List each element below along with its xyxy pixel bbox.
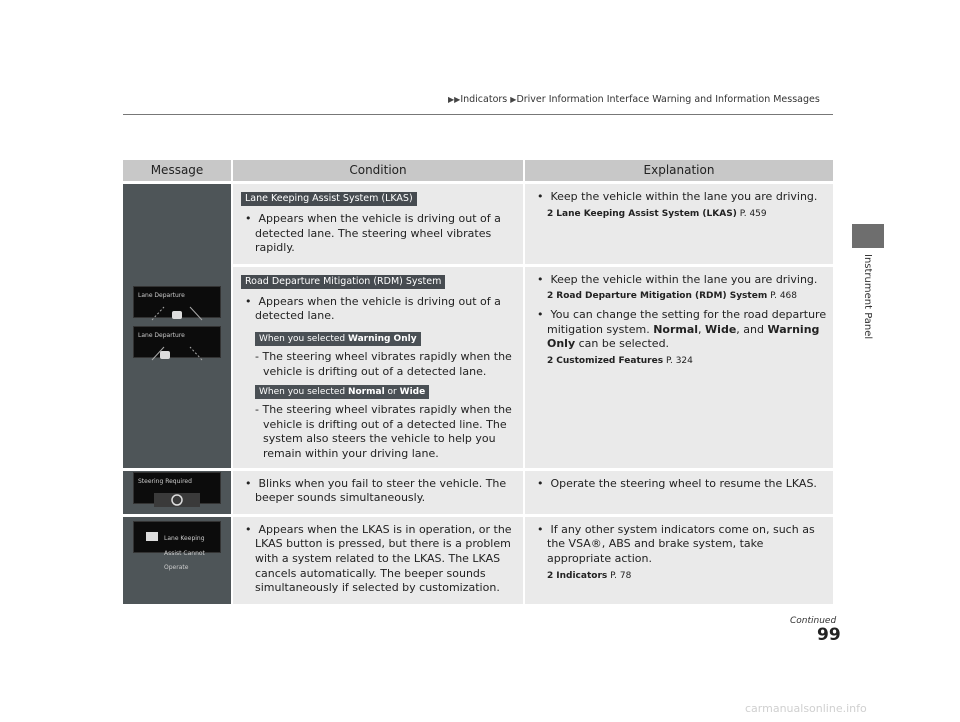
header-explanation: Explanation: [525, 160, 833, 181]
condition-cell: [233, 184, 525, 264]
messages-table: [123, 157, 833, 607]
explanation-cell: [525, 184, 833, 264]
explanation-cell: [525, 471, 833, 514]
continued-label: Continued: [790, 616, 837, 626]
breadcrumb-part2: Driver Information Interface Warning and Information Messages: [516, 94, 820, 105]
system-tag: Road Departure Mitigation (RDM) System: [241, 275, 445, 289]
explanation-cell: [525, 517, 833, 604]
steering-wheel-icon: [134, 492, 220, 508]
reference-icon: 2: [547, 291, 554, 302]
reference-icon: 2: [547, 355, 554, 366]
message-cell: [123, 517, 233, 604]
condition-bullet: • Appears when the LKAS is in operation, or the LKAS button is pressed, but there is a problem with a system related to the LKAS. The LKAS cancels automatically. The beeper sounds simultaneously if selected by customization.: [245, 522, 512, 595]
header-message: Message: [123, 160, 233, 181]
lane-departure-icon: [134, 305, 220, 321]
explanation-bullet: • Keep the vehicle within the lane you are driving.: [537, 272, 818, 286]
explanation-bullet: • Operate the steering wheel to resume the LKAS.: [537, 476, 817, 490]
breadcrumb-arrow-icon: ▶▶: [448, 95, 461, 104]
screen-caption: Lane Departure: [138, 331, 185, 339]
condition-bullet: • Appears when the vehicle is driving out of a detected lane. The steering wheel vibrates rapidly.: [245, 212, 501, 255]
page-reference[interactable]: 2 Indicators P. 78: [547, 570, 632, 581]
setting-tag: When you selected Normal or Wide: [255, 385, 429, 399]
condition-cell: [233, 267, 525, 468]
page-reference[interactable]: 2 Customized Features P. 324: [547, 355, 693, 366]
screen-caption: Lane Keeping Assist Cannot Operate: [164, 535, 205, 572]
header-condition: Condition: [233, 160, 525, 181]
reference-icon: 2: [547, 570, 554, 581]
condition-bullet: • Blinks when you fail to steer the vehicle. The beeper sounds simultaneously.: [245, 476, 507, 505]
watermark: carmanualsonline.info: [745, 702, 867, 715]
system-tag: Lane Keeping Assist System (LKAS): [241, 192, 417, 206]
explanation-bullet: • Keep the vehicle within the lane you are driving.: [537, 190, 818, 203]
table-row: [123, 517, 833, 604]
page-reference[interactable]: 2 Road Departure Mitigation (RDM) System P. 468: [547, 291, 798, 302]
table-row: [123, 471, 833, 514]
header-divider: [123, 114, 833, 115]
table-header-row: [123, 160, 833, 181]
screen-caption: Lane Departure: [138, 291, 185, 299]
explanation-bullet: • You can change the setting for the road departure mitigation system. Normal, Wide, and Warning Only can be selected.: [537, 307, 827, 351]
section-label: Instrument Panel: [862, 254, 873, 340]
lane-departure-screen: [133, 286, 221, 318]
breadcrumb: [448, 94, 820, 105]
sub-condition: - The steering wheel vibrates rapidly when the vehicle is drifting out of a detected line. The system also steers the vehicle to help you remain within your driving lane.: [255, 403, 512, 460]
lane-departure-icon: [134, 345, 220, 361]
setting-tag: When you selected Warning Only: [255, 332, 421, 346]
sub-condition: - The steering wheel vibrates rapidly when the vehicle is drifting out of a detected lane.: [255, 349, 512, 378]
reference-icon: 2: [547, 208, 554, 219]
condition-bullet: • Appears when the vehicle is driving out of a detected lane.: [245, 294, 501, 323]
condition-cell: [233, 471, 525, 514]
lane-departure-screen-2: [133, 326, 221, 358]
screen-caption: Steering Required: [138, 478, 192, 486]
page-number: 99: [817, 625, 841, 645]
message-cell: [123, 184, 233, 468]
explanation-bullet: • If any other system indicators come on, such as the VSA®, ABS and brake system, take appropriate action.: [537, 522, 815, 565]
message-cell: [123, 471, 233, 514]
explanation-cell: [525, 267, 833, 468]
condition-cell: [233, 517, 525, 604]
page-reference[interactable]: 2 Lane Keeping Assist System (LKAS) P. 459: [547, 208, 767, 219]
breadcrumb-part1[interactable]: Indicators: [460, 94, 508, 105]
lkas-cannot-operate-screen: [133, 521, 221, 572]
section-tab: [852, 224, 884, 248]
steering-required-screen: [133, 472, 221, 504]
breadcrumb-arrow-icon: ▶: [510, 95, 517, 104]
table-row: [123, 184, 833, 264]
